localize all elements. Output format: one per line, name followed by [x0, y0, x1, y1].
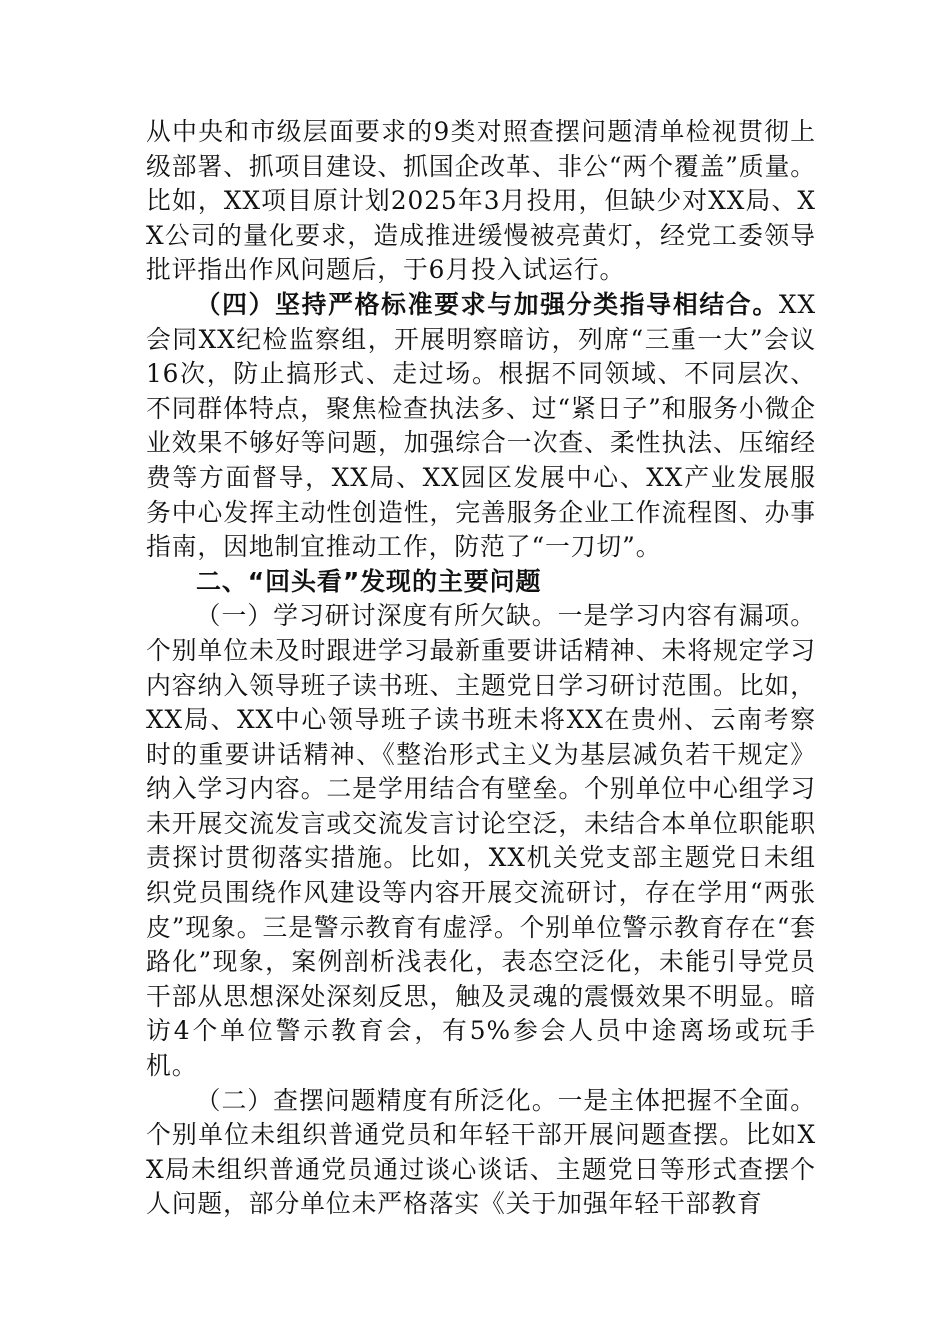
paragraph-text: XX会同XX纪检监察组，开展明察暗访，列席“三重一大”会议16次，防止搞形式、走过场。根据不同领域、不同层次、不同群体特点，聚焦检查执法多、过“紧日子”和服务小微企业效果不够好等问题，加强综合一次查、柔性执法、压缩经费等方面督导，XX局、XX园区发展中心、XX产业发展服务中心发挥主动性创造性，完善服务企业工作流程图、办事指南，因地制宜推动工作，防范了“一刀切”。	[146, 289, 816, 562]
paragraph-problem-two	[146, 1084, 816, 1222]
document-body	[146, 115, 816, 1222]
paragraph-text: 一是学习内容有漏项。个别单位未及时跟进学习最新重要讲话精神、未将规定学习内容纳入领导班子读书班、主题党日学习研讨范围。比如，XX局、XX中心领导班子读书班未将XX在贵州、云南考察时的重要讲话精神、《整治形式主义为基层减负若干规定》纳入学习内容。二是学用结合有壁垒。个别单位中心组学习未开展交流发言或交流发言讨论空泛，未结合本单位职能职责探讨贯彻落实措施。比如，XX机关党支部主题党日未组织党员围绕作风建设等内容开展交流研讨，存在学用“两张皮”现象。三是警示教育有虚浮。个别单位警示教育存在“套路化”现象，案例剖析浅表化，表态空泛化，未能引导党员干部从思想深处深刻反思，触及灵魂的震慑效果不明显。暗访4个单位警示教育会，有5%参会人员中途离场或玩手机。	[146, 601, 816, 1081]
paragraph-problem-one	[146, 599, 816, 1083]
section-heading: 二、“回头看”发现的主要问题	[196, 566, 542, 596]
paragraph-text: 从中央和市级层面要求的9类对照查摆问题清单检视贯彻上级部署、抓项目建设、抓国企改革、非公“两个覆盖”质量。比如，XX项目原计划2025年3月投用，但缺少对XX局、XX公司的量化要求，造成推进缓慢被亮黄灯，经党工委领导批评指出作风问题后，于6月投入试运行。	[146, 117, 816, 285]
paragraph-lead-heading: （四）坚持严格标准要求与加强分类指导相结合。	[195, 289, 779, 319]
paragraph-text: 一是主体把握不全面。个别单位未组织普通党员和年轻干部开展问题查摆。比如XX局未组织普通党员通过谈心谈话、主题党日等形式查摆个人问题，部分单位未严格落实《关于加强年轻干部教育	[146, 1085, 816, 1219]
paragraph-continuation	[146, 115, 816, 288]
paragraph-section-four	[146, 288, 816, 565]
paragraph-lead-heading: （一）学习研讨深度有所欠缺。	[195, 601, 558, 631]
paragraph-lead-heading: （二）查摆问题精度有所泛化。	[195, 1085, 558, 1115]
